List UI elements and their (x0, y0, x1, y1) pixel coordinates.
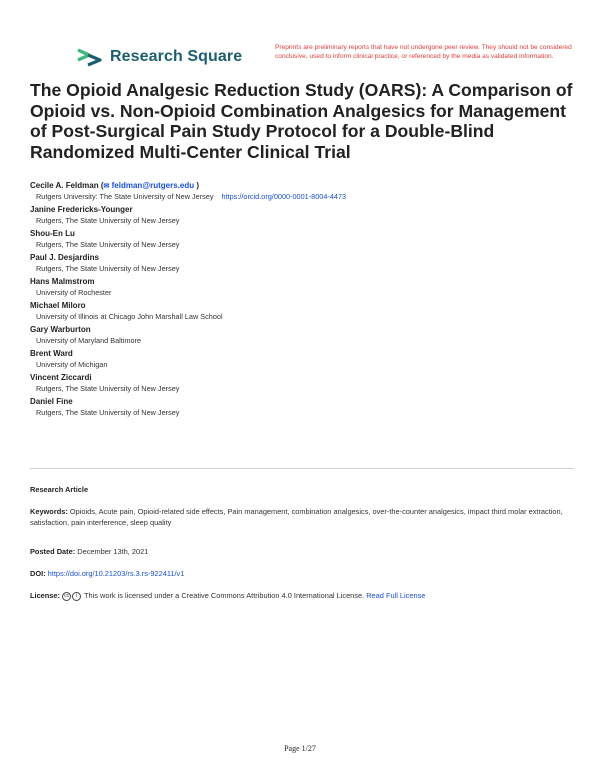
keywords-text: Opioids, Acute pain, Opioid-related side effects, Pain management, combination analgesics, over-the-counter analgesics, impact third molar extraction, satisfaction, pain interference, sleep quality (30, 507, 563, 527)
preprint-disclaimer: Preprints are preliminary reports that have not undergone peer review. They should not be considered conclusive, used to inform clinical practice, or referenced by the media as validated information. (275, 44, 572, 60)
author-affiliation: University of Michigan (36, 360, 108, 369)
author-entry (30, 396, 578, 420)
author-affiliation: Rutgers, The State University of New Jersey (36, 408, 180, 417)
author-affiliation: University of Maryland Baltimore (36, 336, 142, 345)
author-entry (30, 300, 578, 324)
paper-title: The Opioid Analgesic Reduction Study (OARS): A Comparison of Opioid vs. Non-Opioid Combination Analgesics for Management of Post-Surgical Pain Study Protocol for a Double-Blind Randomized Multi-Center Clinical Trial (30, 80, 573, 162)
orcid-link[interactable]: https://orcid.org/0000-0001-8004-4473 (221, 192, 347, 201)
keywords-label: Keywords: (30, 507, 68, 516)
author-affiliation: Rutgers, The State University of New Jersey (36, 216, 180, 225)
author-entry (30, 276, 578, 300)
author-name: Shou-En Lu (30, 229, 75, 238)
research-square-logo[interactable] (76, 47, 242, 67)
author-affiliation: University of Rochester (36, 288, 112, 297)
posted-date-label: Posted Date: (30, 547, 76, 556)
corresponding-author: Cecile A. Feldman (✉ feldman@rutgers.edu ) Rutgers University: The State University of New Jersey https://orcid.org/0000-0001-8004-4473 (30, 181, 347, 201)
author-entry (30, 348, 578, 372)
author-affiliation: Rutgers University: The State University of New Jersey (36, 192, 214, 201)
author-name: Paul J. Desjardins (30, 253, 99, 262)
author-name: Michael Miloro (30, 301, 86, 310)
license-label: License: (30, 591, 60, 600)
license (30, 590, 578, 601)
section-divider (30, 468, 574, 469)
author-entry (30, 228, 578, 252)
research-square-logo-icon (76, 47, 102, 67)
author-name: Cecile A. Feldman (30, 181, 99, 190)
author-affiliation: Rutgers, The State University of New Jersey (36, 240, 180, 249)
creative-commons-icon: cc (64, 592, 70, 599)
license-text: This work is licensed under a Creative Commons Attribution 4.0 International License. (83, 591, 365, 600)
author-affiliation: Rutgers, The State University of New Jersey (36, 264, 180, 273)
attribution-icon: i (72, 592, 81, 601)
doi-label: DOI: (30, 569, 46, 578)
author-entry (30, 372, 578, 396)
read-full-license-link[interactable]: Read Full License (366, 591, 426, 600)
page-number: Page 1/27 (284, 744, 316, 753)
doi-link[interactable]: https://doi.org/10.21203/rs.3.rs-922411/v1 (47, 569, 185, 578)
brand-name: Research Square (110, 48, 243, 65)
author-affiliation: Rutgers, The State University of New Jersey (36, 384, 180, 393)
article-type: Research Article (30, 485, 89, 494)
author-name: Gary Warburton (30, 325, 91, 334)
author-list (30, 180, 578, 420)
author-name: Janine Fredericks-Younger (30, 205, 133, 214)
author-entry (30, 252, 578, 276)
author-name: Hans Malmstrom (30, 277, 95, 286)
author-entry (30, 324, 578, 348)
keywords (30, 506, 578, 528)
posted-date (30, 546, 578, 557)
author-affiliation: University of Illinois at Chicago John Marshall Law School (36, 312, 223, 321)
envelope-icon: ✉ (103, 183, 110, 190)
author-entry (30, 204, 578, 228)
doi (30, 568, 578, 579)
posted-date-value: December 13th, 2021 (77, 547, 149, 556)
author-name: Daniel Fine (30, 397, 73, 406)
author-email-link[interactable]: feldman@rutgers.edu (111, 181, 195, 190)
author-name: Brent Ward (30, 349, 73, 358)
author-name: Vincent Ziccardi (30, 373, 92, 382)
